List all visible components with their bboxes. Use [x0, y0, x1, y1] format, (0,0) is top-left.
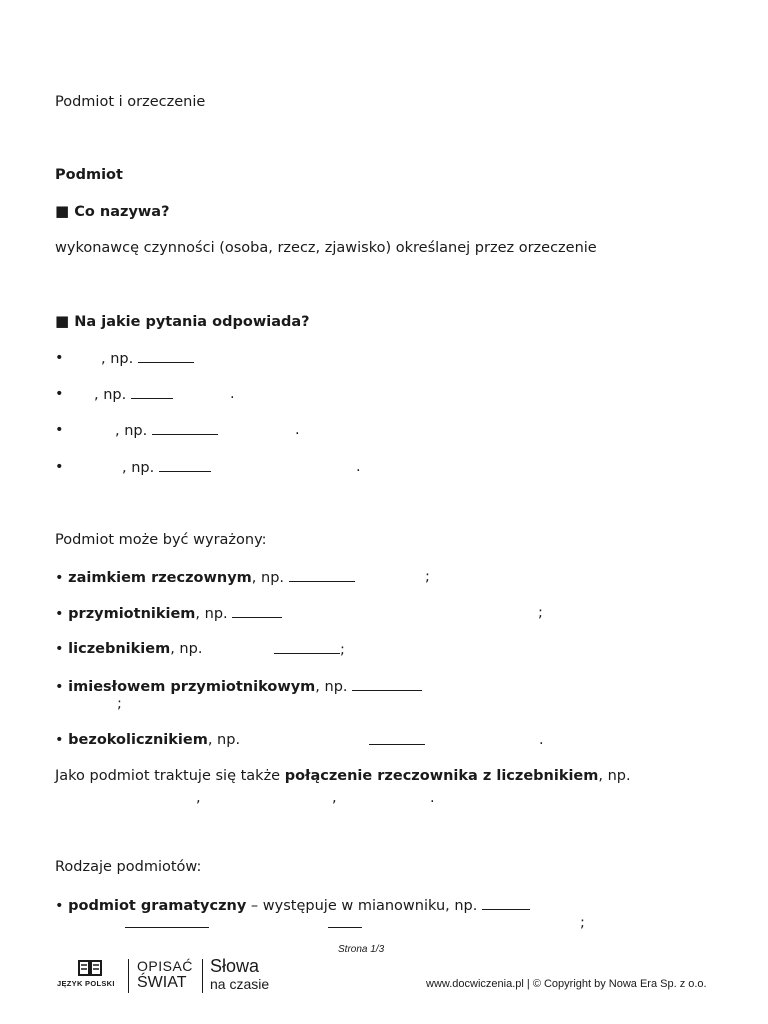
- combination-sentence: [55, 767, 631, 785]
- bullet-icon: •: [55, 898, 64, 914]
- bullet-icon: •: [55, 459, 64, 475]
- list-item: [94, 385, 173, 404]
- comma: ,: [332, 790, 337, 806]
- list-item: [101, 349, 194, 368]
- np-label: , np.: [315, 679, 348, 695]
- answer-text: wykonawcę czynności (osoba, rzecz, zjawisko) określanej przez orzeczenie: [55, 240, 597, 256]
- square-bullet-icon: ■: [55, 312, 70, 330]
- semicolon: ;: [538, 605, 543, 621]
- combination-pre: Jako podmiot traktuje się także: [55, 768, 285, 784]
- form-name: imiesłowem przymiotnikowym: [68, 679, 316, 695]
- question-which-questions: [55, 312, 310, 331]
- semicolon: ;: [117, 696, 122, 712]
- form-name: liczebnikiem: [68, 641, 171, 657]
- copyright: © Copyright by Nowa Era Sp. z o.o.: [532, 978, 707, 990]
- book-logo-icon: [78, 960, 102, 980]
- types-intro: Rodzaje podmiotów:: [55, 859, 202, 875]
- np-label: , np.: [115, 423, 148, 439]
- question-label: Na jakie pytania odpowiada?: [74, 314, 310, 330]
- list-item: [55, 677, 422, 696]
- square-bullet-icon: ■: [55, 202, 70, 220]
- type-name: podmiot gramatyczny: [68, 898, 247, 914]
- period: .: [356, 459, 361, 475]
- type-description: – występuje w mianowniku, np.: [246, 898, 478, 914]
- bullet-icon: •: [55, 641, 64, 657]
- fill-in-blank[interactable]: [482, 896, 530, 910]
- semicolon: ;: [340, 642, 345, 658]
- section-heading: Podmiot: [55, 167, 123, 183]
- np-label: , np.: [122, 460, 155, 476]
- fill-in-blank-wrap: [369, 731, 425, 750]
- separator: |: [526, 978, 530, 990]
- bullet-icon: •: [55, 350, 64, 366]
- brand-swiat: ŚWIAT: [137, 974, 187, 991]
- list-item-answer: [274, 640, 345, 659]
- fill-in-blank[interactable]: [369, 731, 425, 745]
- np-label: , np.: [170, 641, 203, 657]
- site-link[interactable]: www.docwiczenia.pl: [426, 978, 524, 990]
- brand-slowa: Słowa: [210, 956, 260, 976]
- semicolon: ;: [580, 915, 585, 931]
- page-number: Strona 1/3: [338, 944, 385, 955]
- form-name: bezokolicznikiem: [68, 732, 208, 748]
- np-label: , np.: [207, 732, 241, 748]
- question-what-names: [55, 202, 170, 221]
- expressed-intro: Podmiot może być wyrażony:: [55, 532, 267, 548]
- list-item: [115, 421, 218, 440]
- brand-jezyk-polski: JĘZYK POLSKI: [57, 979, 115, 988]
- form-name: zaimkiem rzeczownym: [68, 570, 252, 586]
- footer: [0, 955, 768, 1005]
- page-title: Podmiot i orzeczenie: [55, 94, 206, 110]
- fill-in-blank[interactable]: [289, 568, 355, 582]
- list-item: [55, 568, 355, 587]
- period: .: [539, 732, 544, 748]
- list-item: [55, 640, 202, 658]
- divider: [202, 959, 203, 993]
- period: .: [430, 790, 435, 806]
- bullet-icon: •: [55, 732, 64, 748]
- list-item: [55, 731, 240, 749]
- bullet-icon: •: [55, 386, 64, 402]
- bullet-icon: •: [55, 422, 64, 438]
- fill-in-blank[interactable]: [352, 677, 422, 691]
- semicolon: ;: [425, 569, 430, 585]
- fill-in-blank[interactable]: [152, 421, 218, 435]
- np-label: , np.: [251, 570, 285, 586]
- fill-in-blank[interactable]: [274, 640, 340, 654]
- brand-na-czasie: na czasie: [210, 976, 270, 992]
- brand-opisac: OPISAĆ: [137, 958, 193, 974]
- np-label: , np.: [101, 351, 134, 367]
- list-item: [55, 896, 530, 915]
- fill-in-blank[interactable]: [159, 458, 211, 472]
- list-item: [55, 604, 282, 623]
- fill-in-blank[interactable]: [131, 385, 173, 399]
- fill-in-blank[interactable]: [138, 349, 194, 363]
- fill-in-blank[interactable]: [328, 914, 362, 928]
- comma: ,: [196, 790, 201, 806]
- fill-in-blank-wrap: [328, 914, 362, 933]
- bullet-icon: •: [55, 570, 64, 586]
- np-label: , np.: [195, 606, 228, 622]
- combination-post: , np.: [598, 768, 631, 784]
- fill-in-blank[interactable]: [232, 604, 282, 618]
- fill-in-blank-wrap: [125, 914, 209, 933]
- divider: [128, 959, 129, 993]
- fill-in-blank[interactable]: [125, 914, 209, 928]
- combination-bold: połączenie rzeczownika z liczebnikiem: [284, 768, 599, 784]
- period: .: [230, 386, 235, 402]
- list-item: [122, 458, 211, 477]
- form-name: przymiotnikiem: [68, 606, 196, 622]
- bullet-icon: •: [55, 606, 64, 622]
- bullet-icon: •: [55, 679, 64, 695]
- np-label: , np.: [94, 387, 127, 403]
- copyright-line: [426, 977, 707, 991]
- period: .: [295, 422, 300, 438]
- question-label: Co nazywa?: [74, 204, 170, 220]
